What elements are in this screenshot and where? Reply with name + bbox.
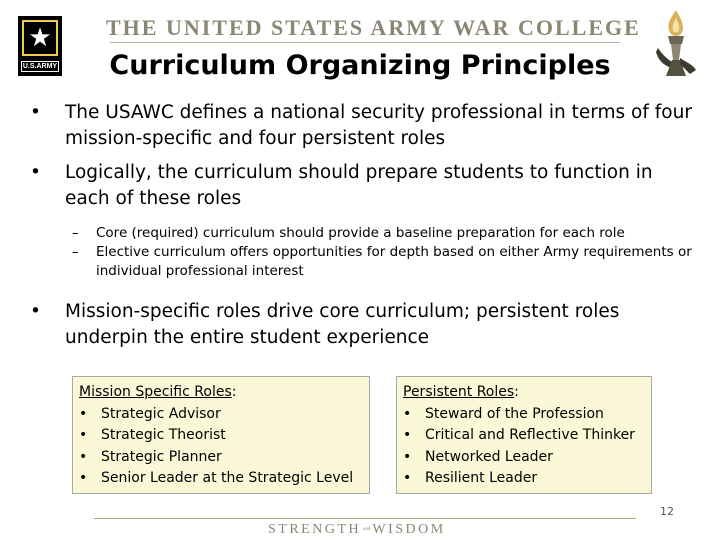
bullet-item <box>30 100 700 152</box>
role-text: Strategic Advisor <box>101 405 221 422</box>
role-bullet: • <box>403 427 412 443</box>
footer-motto-right: WISDOM <box>372 522 446 537</box>
persistent-roles-box <box>396 376 652 494</box>
role-item <box>79 468 369 490</box>
page-number: 12 <box>660 505 674 518</box>
persistent-roles-heading: Persistent Roles <box>403 384 515 400</box>
footer-divider <box>94 518 636 519</box>
role-item <box>403 447 651 469</box>
role-text: Networked Leader <box>425 448 553 465</box>
footer-motto-and: and <box>363 527 371 533</box>
role-item <box>79 425 369 447</box>
heading-colon: : <box>514 384 519 400</box>
role-item <box>403 468 651 490</box>
role-item <box>79 404 369 426</box>
persistent-roles-heading-line <box>403 382 651 404</box>
role-bullet: • <box>403 405 412 422</box>
sub-bullet-item <box>30 224 700 243</box>
role-text: Steward of the Profession <box>425 405 604 422</box>
role-text: Strategic Planner <box>101 448 222 465</box>
bullet-dot: • <box>30 102 41 123</box>
role-bullet: • <box>79 427 88 443</box>
role-text: Senior Leader at the Strategic Level <box>101 470 354 486</box>
header-divider <box>110 42 620 43</box>
institution-header: THE UNITED STATES ARMY WAR COLLEGE <box>106 15 641 40</box>
role-bullet: • <box>79 405 88 422</box>
bullet-dot: • <box>30 162 41 183</box>
sub-bullet-list <box>30 224 700 281</box>
bullet-item <box>30 299 700 351</box>
role-bullet: • <box>403 448 412 465</box>
bullet-item <box>30 160 700 212</box>
sub-bullet-item <box>30 243 700 281</box>
sub-bullet-text: Elective curriculum offers opportunities for depth based on either Army requirements or individual professional interest <box>96 244 692 279</box>
bullet-dot: • <box>30 301 41 322</box>
footer-motto-left: STRENGTH <box>268 522 362 537</box>
role-item <box>403 404 651 426</box>
role-item <box>403 425 651 447</box>
role-bullet: • <box>79 448 88 465</box>
bullet-text: The USAWC defines a national security professional in terms of four mission-specific and four persistent roles <box>65 102 692 149</box>
role-bullet: • <box>403 470 412 486</box>
role-text: Strategic Theorist <box>101 427 226 443</box>
footer-motto <box>268 522 446 538</box>
logo-text: U.S.ARMY <box>22 63 58 70</box>
bullet-list <box>30 100 700 359</box>
role-text: Critical and Reflective Thinker <box>425 427 635 443</box>
role-text: Resilient Leader <box>425 470 538 486</box>
role-item <box>79 447 369 469</box>
bullet-text: Mission-specific roles drive core curriculum; persistent roles underpin the entire student experience <box>65 301 620 348</box>
star-icon: ★ <box>28 23 52 53</box>
role-bullet: • <box>79 470 88 486</box>
mission-roles-box <box>72 376 370 494</box>
sub-bullet-dash: – <box>72 244 79 260</box>
slide-title: Curriculum Organizing Principles <box>109 50 611 81</box>
mission-roles-heading: Mission Specific Roles <box>79 384 232 400</box>
mission-roles-heading-line <box>79 382 369 404</box>
heading-colon: : <box>231 384 237 400</box>
sub-bullet-dash: – <box>72 225 79 241</box>
bullet-text: Logically, the curriculum should prepare students to function in each of these roles <box>65 162 653 209</box>
sub-bullet-text: Core (required) curriculum should provide a baseline preparation for each role <box>96 225 625 241</box>
